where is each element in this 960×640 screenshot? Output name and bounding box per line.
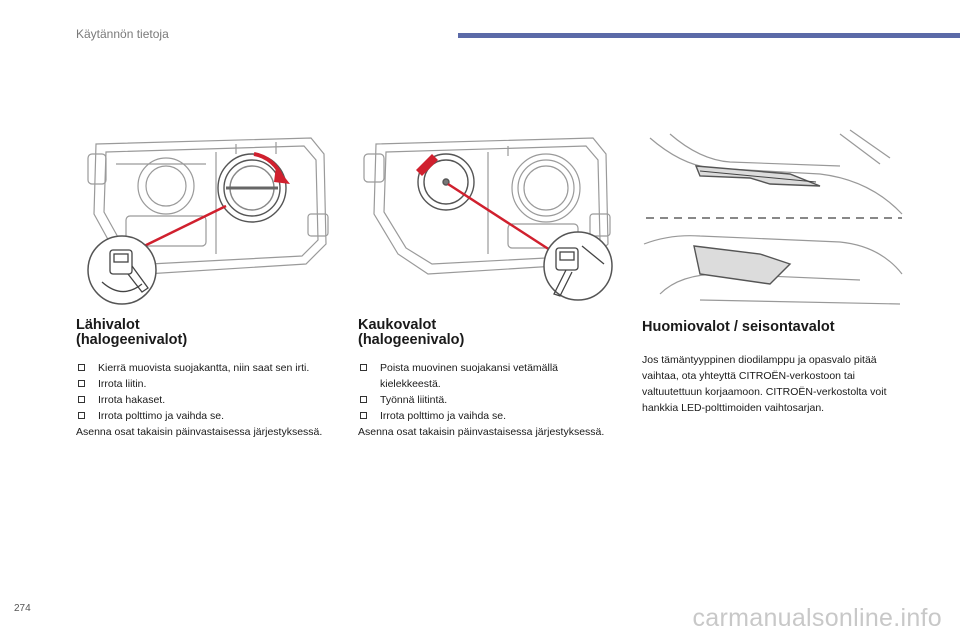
- header-accent-bar: [458, 33, 960, 38]
- watermark: carmanualsonline.info: [692, 604, 942, 632]
- high-beam-reassembly-note: Asenna osat takaisin päinvastaisessa järjestyksessä.: [358, 426, 605, 438]
- drl-section: [642, 318, 904, 416]
- headlamp-rear-high-beam-drawing: [358, 124, 616, 306]
- list-item: Kierrä muovista suojakantta, niin saat sen irti.: [76, 360, 338, 376]
- drl-led-strip-drawing: [640, 124, 904, 306]
- high-beam-title: [358, 318, 620, 348]
- high-beam-section: [358, 318, 620, 440]
- list-item: Irrota polttimo ja vaihda se.: [358, 408, 620, 424]
- list-item: Irrota hakaset.: [76, 392, 338, 408]
- high-beam-title-line1: Kaukovalot: [358, 317, 437, 333]
- high-beam-illustration: [358, 124, 616, 306]
- list-item: Poista muovinen suojakansi vetämällä kielekkeestä.: [358, 360, 620, 392]
- low-beam-section: [76, 318, 338, 440]
- low-beam-reassembly-note: Asenna osat takaisin päinvastaisessa järjestyksessä.: [76, 426, 323, 438]
- low-beam-title-line2: (halogeenivalot): [76, 332, 188, 348]
- checkbox-bullet-icon: [78, 396, 85, 403]
- drl-illustration: [640, 124, 904, 306]
- checkbox-bullet-icon: [78, 364, 85, 371]
- checkbox-bullet-icon: [360, 412, 367, 419]
- low-beam-title-line1: Lähivalot: [76, 317, 140, 333]
- checkbox-bullet-icon: [78, 412, 85, 419]
- low-beam-illustration: [76, 124, 336, 306]
- checkbox-bullet-icon: [360, 364, 367, 371]
- drl-body-text: Jos tämäntyyppinen diodilamppu ja opasvalo pitää vaihtaa, ota yhteyttä CITROËN-verkostoon tai valtuutettuun korjaamoon. CITROËN-verkostolta voit hankkia LED-polttimoiden vaihtosarjan.: [642, 354, 887, 414]
- checkbox-bullet-icon: [360, 396, 367, 403]
- low-beam-steps: [76, 360, 338, 424]
- checkbox-bullet-icon: [78, 380, 85, 387]
- drl-title: Huomiovalot / seisontavalot: [642, 319, 835, 335]
- high-beam-steps: [358, 360, 620, 424]
- high-beam-title-line2: (halogeenivalo): [358, 332, 465, 348]
- headlamp-rear-low-beam-drawing: [76, 124, 336, 306]
- list-item: Työnnä liitintä.: [358, 392, 620, 408]
- list-item: Irrota polttimo ja vaihda se.: [76, 408, 338, 424]
- low-beam-title: [76, 318, 338, 348]
- list-item: Irrota liitin.: [76, 376, 338, 392]
- page-number: 274: [14, 603, 31, 614]
- section-title: Käytännön tietoja: [76, 27, 169, 41]
